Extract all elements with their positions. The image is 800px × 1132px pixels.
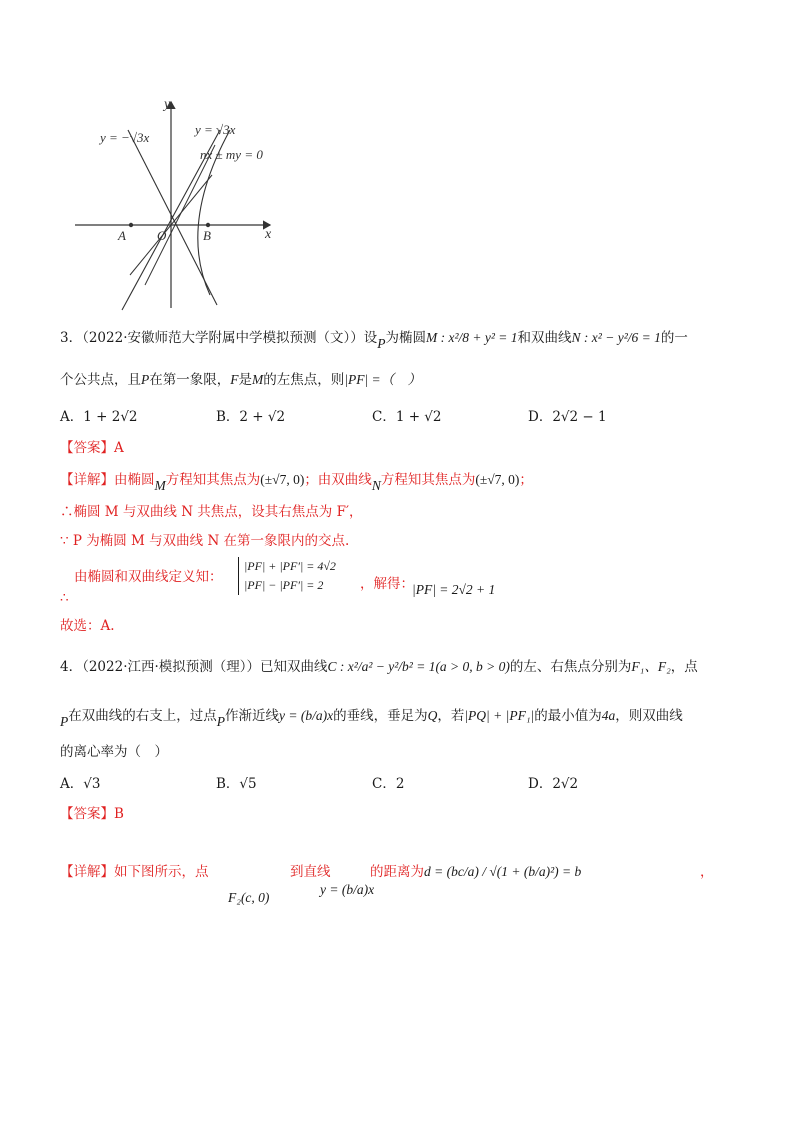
axis-y-label: y [164, 97, 171, 112]
q4-l2a: 在双曲线的右支上，过点 [68, 708, 217, 724]
q3-d4: 方程知其焦点为 [380, 472, 476, 488]
q3-sys2: |PF| − |PF′| = 2 [244, 578, 324, 592]
q4-stem-line1 [60, 657, 698, 677]
q3-option-d[interactable]: D．2√2 − 1 [528, 409, 607, 425]
point-a-dot [129, 223, 133, 227]
axis-x-label: x [265, 227, 272, 242]
point-o-label: O [157, 228, 167, 243]
q3-stem-line2 [60, 370, 421, 390]
q3-option-a[interactable]: A．1 + 2√2 [60, 409, 138, 425]
q3-s3b: ，解得： [360, 576, 414, 592]
q4-l2c: 的垂线，垂足为 [333, 708, 428, 724]
q4-detail-label: 【详解】 [60, 864, 114, 880]
line-nx-my-2 [145, 145, 215, 285]
q3-number: 3． [60, 330, 83, 346]
q3-s3a: 由椭圆和双曲线定义知： [74, 569, 223, 585]
q3-line2d: 的左焦点，则 [263, 372, 345, 388]
q4-option-d[interactable]: D．2√2 [528, 776, 579, 792]
q3-d5: ； [519, 472, 533, 488]
q3-t2: 和双曲线 [517, 330, 572, 346]
q4-d4: ， [700, 864, 714, 880]
q4-p2: P [216, 714, 225, 729]
q3-detail-label: 【详解】 [60, 472, 114, 488]
q3-option-b[interactable]: B．2 + √2 [216, 409, 286, 425]
q4-l2b: 作渐近线 [225, 708, 279, 724]
q3-n-letter: N [371, 478, 381, 493]
q3-p: P [377, 336, 386, 351]
q4-d2: 到直线 [290, 864, 331, 880]
q3-s3c: |PF| = 2√2 + 1 [412, 582, 496, 597]
q3-line2c: 是 [238, 372, 252, 388]
point-b-dot [206, 223, 210, 227]
hyperbola-figure [60, 90, 310, 320]
q4-stem-line2 [60, 706, 683, 729]
q4-line: y = (b/a)x [320, 882, 375, 897]
q3-option-c[interactable]: C．1 + √2 [372, 409, 442, 425]
q4-q: Q [427, 708, 438, 723]
q4-t2: ，点 [670, 659, 698, 675]
q3-pf: |PF| =（ ） [344, 372, 422, 387]
q3-d-m: M [154, 478, 166, 493]
q3-step1: ∴椭圆 M 与双曲线 N 共焦点，设其右焦点为 F′， [60, 504, 363, 520]
q4-f2: F₂(c, 0) [228, 890, 270, 905]
q4-dist: d = (bc/a) / √(1 + (b/a)²) = b [424, 864, 582, 879]
right-asymptote-label: y = √3x [195, 122, 236, 137]
q4-minv: 4a [601, 708, 616, 723]
q4-l2d: ，若 [437, 708, 465, 724]
q3-step2: ∵ P 为椭圆 M 与双曲线 N 在第一象限内的交点. [60, 533, 350, 549]
q4-stem-line3: 的离心率为（ ） [60, 744, 168, 760]
point-a-label: A [118, 228, 126, 243]
q4-option-a[interactable]: A．√3 [60, 776, 101, 792]
q4-detail-line [60, 862, 209, 882]
q3-m: M [252, 372, 264, 387]
q3-line2b: 在第一象限， [149, 372, 231, 388]
q3-stem-line1 [60, 328, 688, 351]
q3-foci-1: (±√7, 0) [260, 472, 305, 487]
q3-d3: ；由双曲线 [304, 472, 372, 488]
lines-label: nx ± my = 0 [200, 147, 263, 162]
q3-t3: 的一 [660, 330, 688, 346]
q4-l2e: 的最小值为 [534, 708, 602, 724]
q3-t1: 为椭圆 [385, 330, 426, 346]
q3-step3 [60, 567, 223, 587]
q4-foci: F₁、F₂ [631, 659, 671, 674]
q3-answer: 【答案】A [60, 440, 124, 456]
q4-option-c[interactable]: C．2 [372, 776, 405, 792]
q3-source: （2022·安徽师范大学附属中学模拟预测（文））设 [82, 330, 378, 346]
q4-l2f: ，则双曲线 [615, 708, 683, 724]
q3-ellipse: M : x²/8 + y² = 1 [426, 330, 518, 345]
left-asymptote-label: y = −√3x [100, 130, 150, 145]
q4-answer: 【答案】B [60, 806, 124, 822]
q3-hyperbola: N : x² − y²/6 = 1 [571, 330, 661, 345]
q4-d1: 如下图所示，点 [114, 864, 209, 880]
q4-option-b[interactable]: B．√5 [216, 776, 257, 792]
q4-curve: C : x²/a² − y²/b² = 1(a > 0, b > 0) [327, 659, 510, 674]
q4-expr: |PQ| + |PF₁| [464, 708, 535, 723]
q3-d1: 由椭圆 [114, 472, 155, 488]
q4-source: （2022·江西·模拟预测（理））已知双曲线 [82, 659, 328, 675]
q3-detail-line1 [60, 470, 533, 493]
q3-foci-2: (±√7, 0) [475, 472, 520, 487]
q3-choose: 故选：A. [60, 618, 115, 634]
q4-asym: y = (b/a)x [279, 708, 334, 723]
q3-p2: P [141, 372, 150, 387]
q3-therefore: ∴ [60, 590, 69, 606]
point-b-label: B [203, 228, 211, 243]
q3-system [238, 557, 336, 595]
q3-d2: 方程知其焦点为 [165, 472, 261, 488]
q3-sys1: |PF| + |PF′| = 4√2 [244, 559, 336, 573]
q4-d3: 的距离为 [370, 864, 424, 880]
q4-t1: 的左、右焦点分别为 [509, 659, 632, 675]
q4-p1: P [60, 714, 69, 729]
q3-f: F [230, 372, 239, 387]
q3-line2a: 个公共点，且 [60, 372, 141, 388]
q4-number: 4． [60, 659, 83, 675]
